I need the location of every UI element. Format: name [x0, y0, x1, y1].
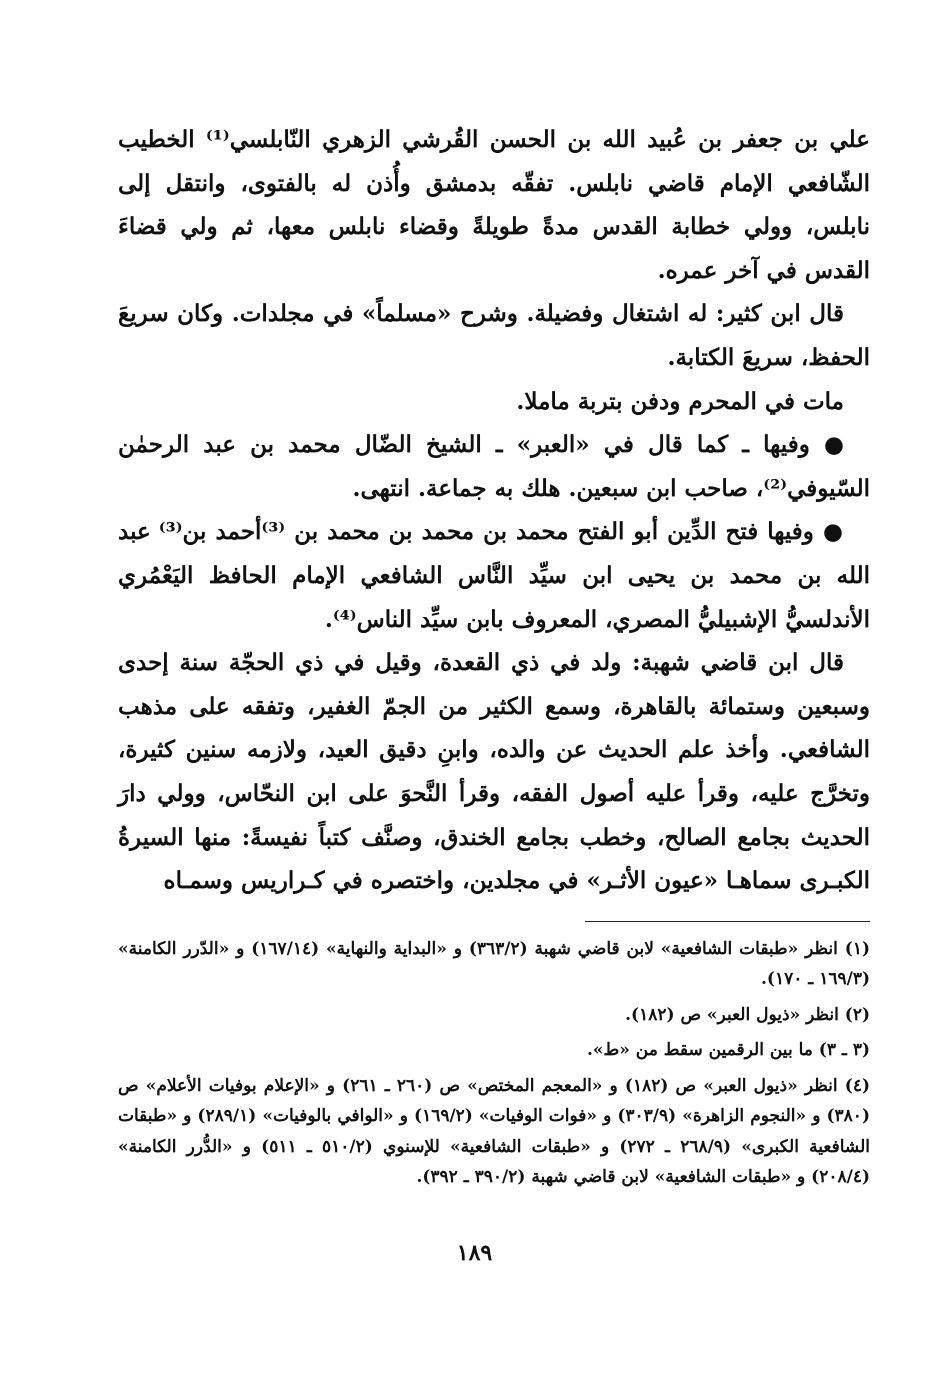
paragraph-ibn-qadi-shuhba-quote: قال ابن قاضي شهبة: ولد في ذي القعدة، وقيل في ذي الحجّة سنة إحدى وسبعين وستمائة بالقاهرة، وسمع الكثير من الجمّ الغفير، وتفقه على مذهب الشافعي. وأخذ علم الحديث عن والده، وابنِ دقيق العيد، ولازمه سنين كثيرة، وتخرَّج عليه، وقرأ عليه أصول الفقه، وقرأ النَّحوَ على ابن النحّاس، وولي دارَ الحديث بجامع الصالح، وخطب بجامع الخندق، وصنَّف كتباً نفيسةً: منها السيرةُ الكبـرى سماهـا «عيون الأثـر» في مجلدين، واختصره في كـراريس وسمـاه [118, 649, 870, 895]
footnotes [118, 934, 870, 1193]
footnote-3: (٣ ـ ٣) ما بين الرقمين سقط من «ط». [586, 1040, 870, 1061]
page-number: ١٨٩ [456, 1240, 493, 1266]
footnote-2: (٢) انظر «ذيول العبر» ص (١٨٢). [625, 1004, 870, 1025]
paragraph-sayufi: ● وفيها ـ كما قال في «العبر» ـ الشيخ الضّال محمد بن عبد الرحمٰن السّيوفي⁽²⁾، صاحب ابن سبعين. هلك به جماعة. انتهى. [118, 431, 870, 502]
paragraph-ali-bin-jafar: علي بن جعفر بن عُبيد الله بن الحسن القُرشي الزهري النّابلسي⁽¹⁾ الخطيب الشّافعي الإمام قاضي نابلس. تفقّه بدمشق وأُذن له بالفتوى، وانتقل إلى نابلس، وولي خطابة القدس مدةً طويلةً وقضاء نابلس معها، ثم ولي قضاءَ القدس في آخر عمره. [118, 126, 871, 284]
footnote-separator [585, 921, 870, 922]
paragraph-ibn-kathir-quote: قال ابن كثير: له اشتغال وفضيلة. وشرح «مسلماً» في مجلدات. وكان سريعَ الحفظ، سريعَ الكتابة. [118, 300, 870, 371]
main-text [118, 118, 870, 903]
footnote-1: (١) انظر «طبقات الشافعية» لابن قاضي شهبة (٣٦٣/٢) و «البداية والنهاية» (١٦٧/١٤) و «الدّرر الكامنة» (١٦٩/٣ ـ ١٧٠). [118, 938, 870, 990]
book-page [118, 118, 870, 1198]
paragraph-death-note: مات في المحرم ودفن بتربة ماملا. [516, 387, 844, 415]
paragraph-ibn-sayyid-al-nas: ● وفيها فتح الدِّين أبو الفتح محمد بن محمد بن محمد بن ⁽³⁾أحمد بن⁽³⁾ عبد الله بن محمد بن يحيى ابن سيِّد النَّاس الشافعي الإمام الحافظ اليَعْمُري الأندلسيُّ الإشبيليُّ المصري، المعروف بابن سيِّد الناس⁽⁴⁾. [118, 518, 870, 633]
footnote-4: (٤) انظر «ذيول العبر» ص (١٨٢) و «المعجم المختص» ص (٢٦٠ ـ ٢٦١) و «الإعلام بوفيات الأعلام» ص (٣٨٠) و «النجوم الزاهرة» (٣٠٣/٩) و «فوات الوفيات» (١٦٩/٢) و «الوافي بالوفيات» (٢٨٩/١) و «طبقات الشافعية الكبرى» (٢٦٨/٩ ـ ٢٧٢) و «طبقات الشافعية» للإسنوي (٥١٠/٢ ـ ٥١١) و «الدُّرر الكامنة» (٢٠٨/٤) و «طبقات الشافعية» لابن قاضي شهبة (٣٩٠/٢ ـ ٣٩٢). [118, 1075, 870, 1188]
